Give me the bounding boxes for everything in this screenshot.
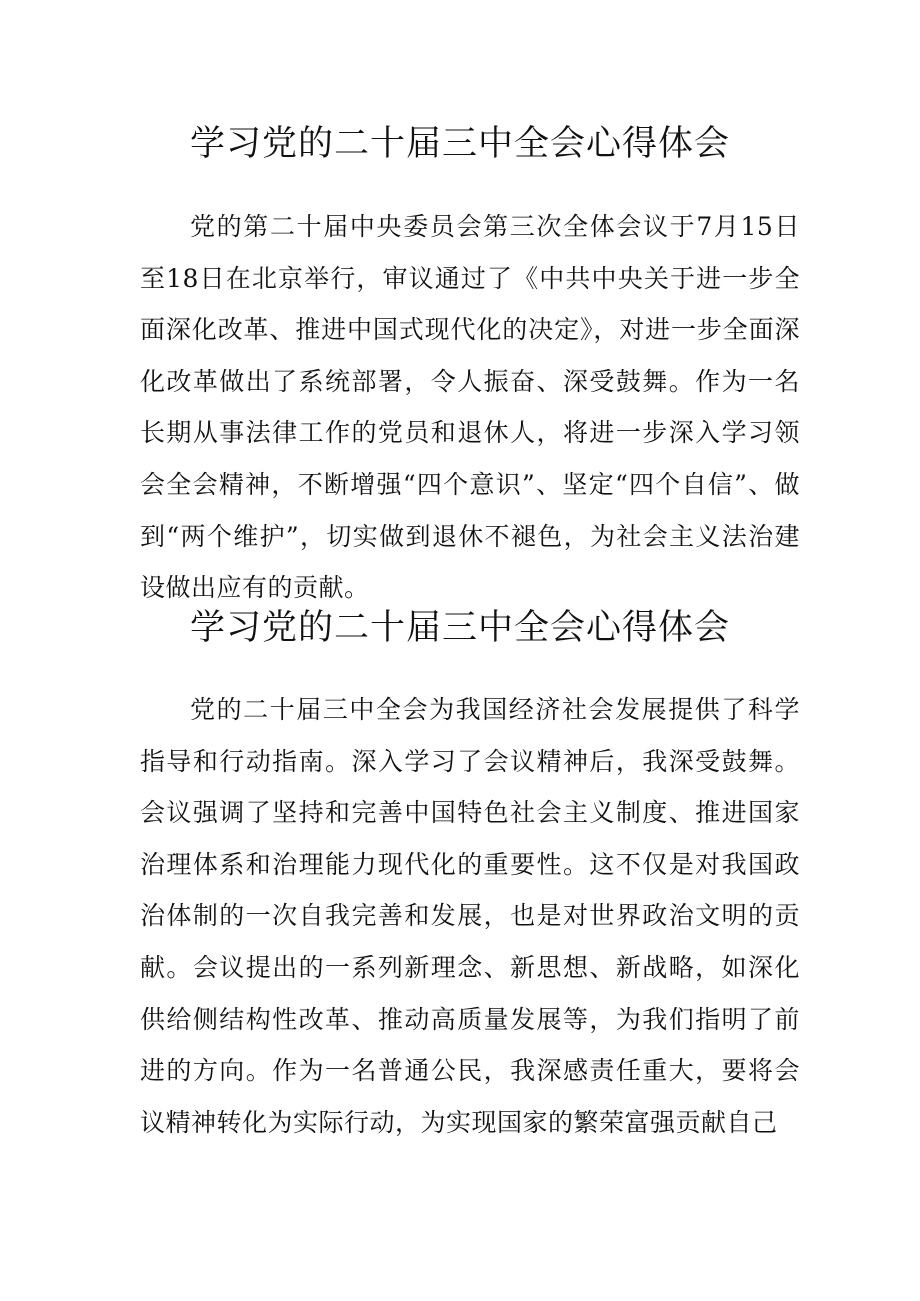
section-2-paragraph: 党的二十届三中全会为我国经济社会发展提供了科学指导和行动指南。深入学习了会议精神后，我深受鼓舞。会议强调了坚持和完善中国特色社会主义制度、推进国家治理体系和治理能力现代化的重要性。这不仅是对我国政治体制的一次自我完善和发展，也是对世界政治文明的贡献。会议提出的一系列新理念、新思想、新战略，如深化供给侧结构性改革、推动高质量发展等，为我们指明了前进的方向。作为一名普通公民，我深感责任重大，要将会议精神转化为实际行动，为实现国家的繁荣富强贡献自己 bbox=[140, 695, 800, 1137]
section-1-title: 学习党的二十届三中全会心得体会 bbox=[189, 124, 730, 164]
section-2-title: 学习党的二十届三中全会心得体会 bbox=[189, 608, 730, 648]
section-1-paragraph: 党的第二十届中央委员会第三次全体会议于7月15日至18日在北京举行，审议通过了《中共中央关于进一步全面深化改革、推进中国式现代化的决定》，对进一步全面深化改革做出了系统部署，令人振奋、深受鼓舞。作为一名长期从事法律工作的党员和退休人，将进一步深入学习领会全会精神，不断增强“四个意识”、坚定“四个自信”、做到“两个维护”，切实做到退休不褪色，为社会主义法治建设做出应有的贡献。 bbox=[140, 212, 800, 603]
